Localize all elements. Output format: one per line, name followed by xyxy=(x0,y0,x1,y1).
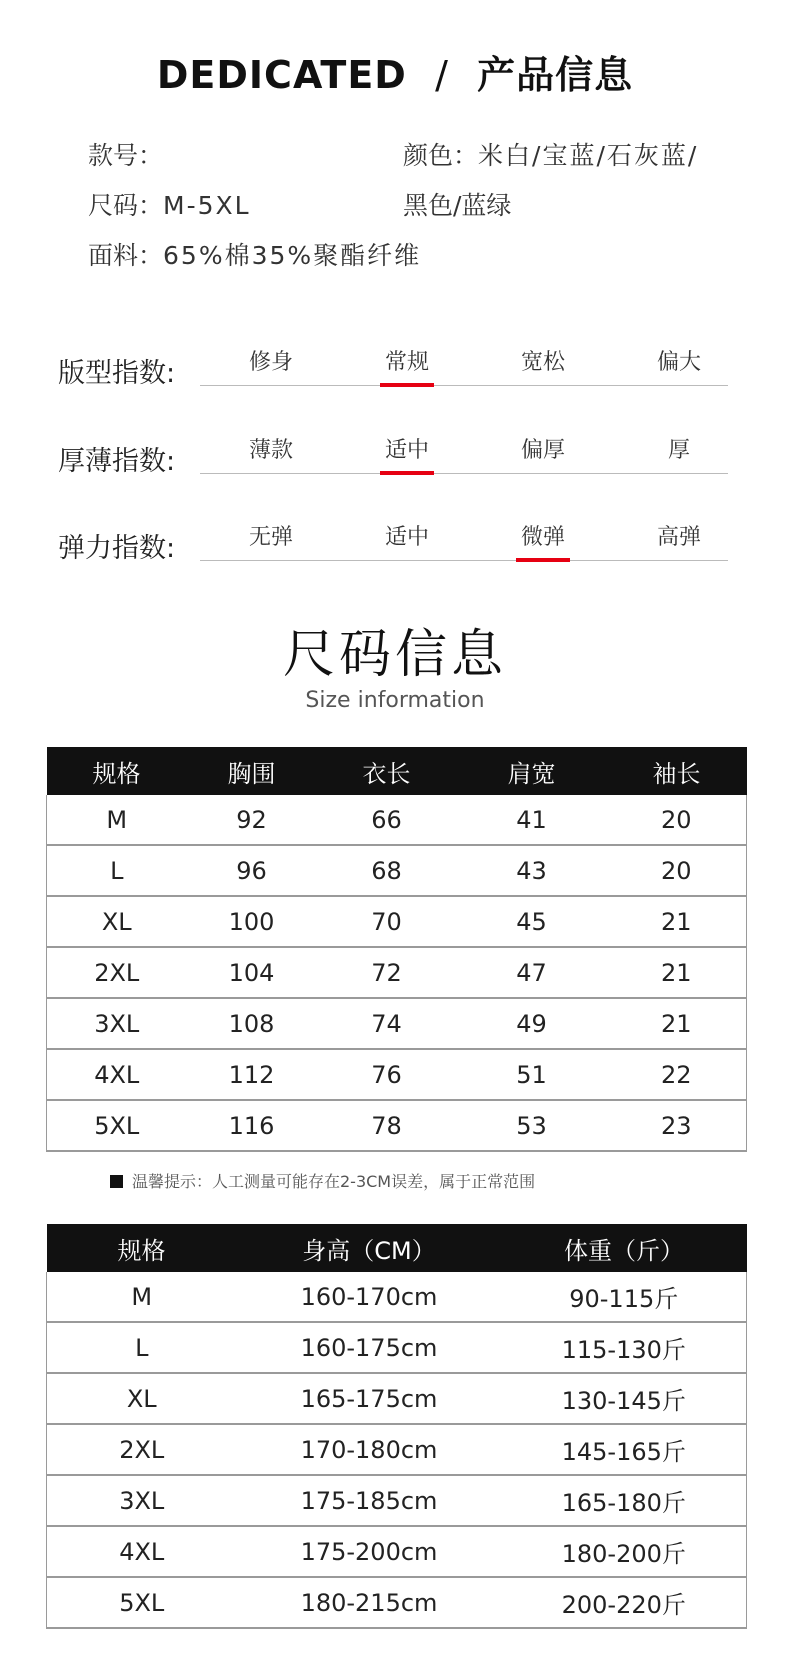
table-row xyxy=(47,1424,747,1475)
index-option: 厚 xyxy=(667,438,690,463)
brand-name: DEDICATED xyxy=(156,53,407,97)
size-table xyxy=(46,747,747,1152)
fabric-row xyxy=(88,236,421,272)
table-cell: 72 xyxy=(317,947,457,998)
size-range-value: M-5XL xyxy=(163,191,251,220)
index-option: 偏厚 xyxy=(520,438,565,463)
index-option: 高弹 xyxy=(656,525,701,550)
table-cell: 43 xyxy=(457,845,607,896)
table-cell: L xyxy=(47,1322,237,1373)
square-bullet-icon xyxy=(110,1175,123,1188)
table-cell: 160-175cm xyxy=(237,1322,502,1373)
table-cell: 45 xyxy=(457,896,607,947)
table-row xyxy=(47,1577,747,1628)
selected-marker xyxy=(516,558,570,562)
table-cell: 3XL xyxy=(47,1475,237,1526)
table-cell: 41 xyxy=(457,795,607,845)
table-cell: 100 xyxy=(187,896,317,947)
table-cell: 4XL xyxy=(47,1049,187,1100)
table-cell: 170-180cm xyxy=(237,1424,502,1475)
index-baseline xyxy=(200,473,728,474)
table-cell: 78 xyxy=(317,1100,457,1151)
index-baseline xyxy=(200,560,728,561)
index-row-thickness xyxy=(0,433,790,483)
table-cell: 92 xyxy=(187,795,317,845)
table-row xyxy=(47,1475,747,1526)
table-cell: 20 xyxy=(607,795,747,845)
table-cell: 23 xyxy=(607,1100,747,1151)
table-cell: XL xyxy=(47,896,187,947)
table-cell: 49 xyxy=(457,998,607,1049)
table-cell: 175-200cm xyxy=(237,1526,502,1577)
table-row xyxy=(47,795,747,845)
fabric-label: 面料： xyxy=(88,241,164,270)
index-option: 适中 xyxy=(367,433,447,464)
table-cell: 130-145斤 xyxy=(502,1373,747,1424)
table-cell: 180-200斤 xyxy=(502,1526,747,1577)
color-row xyxy=(403,136,698,172)
table-row xyxy=(47,1322,747,1373)
column-header: 肩宽 xyxy=(457,747,607,795)
index-option: 无弹 xyxy=(248,525,293,550)
table-row xyxy=(47,947,747,998)
column-header: 袖长 xyxy=(607,747,747,795)
table-cell: 21 xyxy=(607,998,747,1049)
table-cell: 4XL xyxy=(47,1526,237,1577)
table-row xyxy=(47,998,747,1049)
table-cell: L xyxy=(47,845,187,896)
selected-marker xyxy=(380,383,434,387)
table-cell: 66 xyxy=(317,795,457,845)
table-cell: 2XL xyxy=(47,947,187,998)
table-cell: 90-115斤 xyxy=(502,1272,747,1322)
title-separator: / xyxy=(435,53,449,97)
column-header: 体重（斤） xyxy=(502,1224,747,1272)
size-section-title: 尺码信息 xyxy=(282,625,507,685)
table-cell: 47 xyxy=(457,947,607,998)
style-number-label: 款号： xyxy=(88,141,164,170)
table-cell: 20 xyxy=(607,845,747,896)
size-range-label: 尺码： xyxy=(88,191,164,220)
table-cell: 68 xyxy=(317,845,457,896)
table-cell: 74 xyxy=(317,998,457,1049)
table-cell: 200-220斤 xyxy=(502,1577,747,1628)
index-label: 厚薄指数: xyxy=(58,446,176,477)
size-range-row xyxy=(88,186,251,222)
table-cell: 180-215cm xyxy=(237,1577,502,1628)
table-cell: 70 xyxy=(317,896,457,947)
color-value-line1: 米白/宝蓝/石灰蓝/ xyxy=(478,141,699,170)
table-cell: 165-175cm xyxy=(237,1373,502,1424)
table-cell: 76 xyxy=(317,1049,457,1100)
fabric-value: 65%棉35%聚酯纤维 xyxy=(163,241,422,270)
index-label: 版型指数: xyxy=(58,358,176,389)
index-option: 偏大 xyxy=(656,350,701,375)
table-cell: M xyxy=(47,1272,237,1322)
index-option: 修身 xyxy=(248,350,293,375)
table-cell: 104 xyxy=(187,947,317,998)
index-option: 适中 xyxy=(384,525,429,550)
index-option: 常规 xyxy=(367,345,447,376)
table-row xyxy=(47,1526,747,1577)
table-cell: 2XL xyxy=(47,1424,237,1475)
table-cell: 22 xyxy=(607,1049,747,1100)
title-subtitle: 产品信息 xyxy=(477,53,634,97)
table-row xyxy=(47,1373,747,1424)
index-option: 薄款 xyxy=(248,438,293,463)
table-cell: 165-180斤 xyxy=(502,1475,747,1526)
size-table-header xyxy=(47,747,747,795)
table-row xyxy=(47,845,747,896)
measurement-tip xyxy=(110,1169,535,1192)
column-header: 胸围 xyxy=(187,747,317,795)
table-cell: 160-170cm xyxy=(237,1272,502,1322)
table-cell: 3XL xyxy=(47,998,187,1049)
index-row-elasticity xyxy=(0,520,790,570)
table-row xyxy=(47,1100,747,1151)
index-row-fit xyxy=(0,345,790,395)
table-row xyxy=(47,1049,747,1100)
index-baseline xyxy=(200,385,728,386)
index-option: 微弹 xyxy=(503,520,583,551)
table-cell: 5XL xyxy=(47,1100,187,1151)
table-cell: M xyxy=(47,795,187,845)
color-value-line2: 黑色/蓝绿 xyxy=(403,191,512,220)
index-option: 宽松 xyxy=(520,350,565,375)
table-row xyxy=(47,896,747,947)
table-cell: 112 xyxy=(187,1049,317,1100)
column-header: 规格 xyxy=(47,1224,237,1272)
table-cell: 21 xyxy=(607,947,747,998)
table-row xyxy=(47,1272,747,1322)
color-label: 颜色： xyxy=(403,141,479,170)
table-cell: 145-165斤 xyxy=(502,1424,747,1475)
column-header: 衣长 xyxy=(317,747,457,795)
table-cell: 51 xyxy=(457,1049,607,1100)
table-cell: 21 xyxy=(607,896,747,947)
column-header: 身高（CM） xyxy=(237,1224,502,1272)
column-header: 规格 xyxy=(47,747,187,795)
size-section-subtitle: Size information xyxy=(305,688,485,713)
table-cell: 116 xyxy=(187,1100,317,1151)
fit-table-header xyxy=(47,1224,747,1272)
table-cell: 53 xyxy=(457,1100,607,1151)
selected-marker xyxy=(380,471,434,475)
table-cell: 175-185cm xyxy=(237,1475,502,1526)
index-label: 弹力指数: xyxy=(58,533,176,564)
table-cell: 115-130斤 xyxy=(502,1322,747,1373)
page-title xyxy=(0,44,790,99)
table-cell: XL xyxy=(47,1373,237,1424)
table-cell: 108 xyxy=(187,998,317,1049)
table-cell: 96 xyxy=(187,845,317,896)
fit-table xyxy=(46,1224,747,1629)
table-cell: 5XL xyxy=(47,1577,237,1628)
tip-text: 温馨提示：人工测量可能存在2-3CM误差，属于正常范围 xyxy=(132,1172,536,1191)
